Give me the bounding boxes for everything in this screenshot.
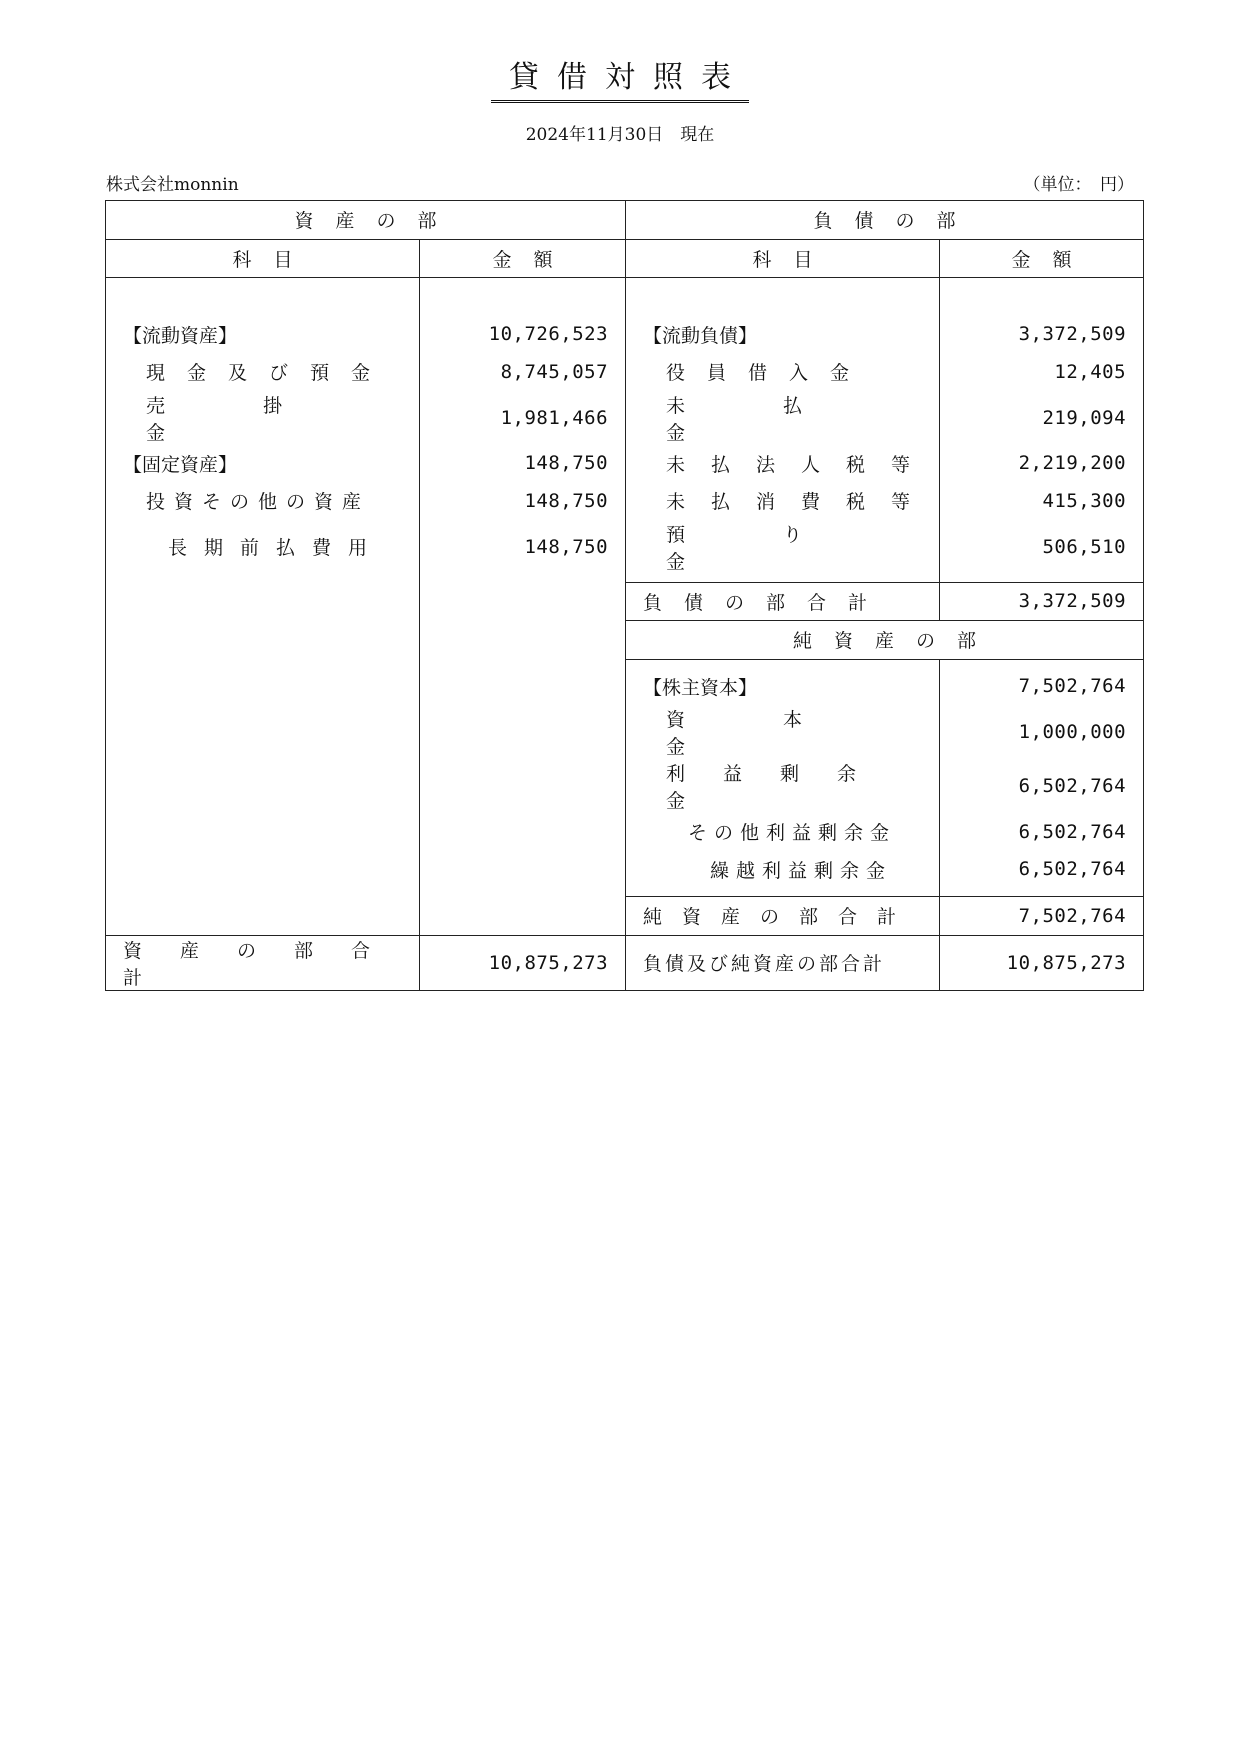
equity-value: 7,502,764 [940,668,1144,706]
consumption-tax-label: 未払消費税等 [626,482,940,520]
other-retained-label: その他利益剰余金 [626,813,940,851]
carried-forward-value: 6,502,764 [940,851,1144,889]
consumption-tax-value: 415,300 [940,482,1144,520]
retained-earnings-label: 利益剰余金 [626,759,940,813]
prepaid-value: 148,750 [420,520,626,574]
liabilities-total-label: 負債の部合計 [626,582,940,621]
net-assets-total-label: 純資産の部合計 [626,897,940,936]
liabilities-section-header: 負債の部 [626,201,1144,240]
cash-value: 8,745,057 [420,353,626,391]
payable-label: 未払金 [626,391,940,445]
current-assets-value: 10,726,523 [420,316,626,354]
net-assets-section-header: 純資産の部 [626,621,1144,660]
liabilities-subject-header: 科目 [626,239,940,278]
other-retained-value: 6,502,764 [940,813,1144,851]
investments-value: 148,750 [420,482,626,520]
corporate-tax-label: 未払法人税等 [626,445,940,483]
balance-sheet-table [105,200,1144,991]
current-assets-label: 【流動資産】 [106,316,420,354]
company-name: 株式会社monnin [106,175,239,195]
capital-label: 資本金 [626,705,940,759]
capital-value: 1,000,000 [940,705,1144,759]
cash-label: 現金及び預金 [106,353,420,391]
liabilities-amount-header: 金額 [940,239,1144,278]
equity-label: 【株主資本】 [626,668,940,706]
officer-loan-label: 役員借入金 [626,353,940,391]
liabilities-total-value: 3,372,509 [940,582,1144,621]
unit-label: （単位： 円） [1023,175,1134,195]
assets-total-label: 資産の部合計 [106,935,420,990]
prepaid-label: 長期前払費用 [106,520,420,574]
receivable-label: 売掛金 [106,391,420,445]
net-assets-total-value: 7,502,764 [940,897,1144,936]
assets-subject-header: 科目 [106,239,420,278]
assets-total-value: 10,875,273 [420,935,626,990]
retained-earnings-value: 6,502,764 [940,759,1144,813]
current-liabilities-label: 【流動負債】 [626,316,940,354]
grand-total-label: 負債及び純資産の部合計 [626,935,940,990]
fixed-assets-label: 【固定資産】 [106,445,420,483]
deposits-value: 506,510 [940,520,1144,574]
receivable-value: 1,981,466 [420,391,626,445]
as-of-date: 2024年11月30日 現在 [525,125,715,145]
assets-amount-header: 金額 [420,239,626,278]
current-liabilities-value: 3,372,509 [940,316,1144,354]
deposits-label: 預り金 [626,520,940,574]
grand-total-value: 10,875,273 [940,935,1144,990]
document-title: 貸借対照表 [0,58,1240,103]
carried-forward-label: 繰越利益剰余金 [626,851,940,889]
fixed-assets-value: 148,750 [420,445,626,483]
corporate-tax-value: 2,219,200 [940,445,1144,483]
officer-loan-value: 12,405 [940,353,1144,391]
payable-value: 219,094 [940,391,1144,445]
assets-section-header: 資産の部 [106,201,626,240]
investments-label: 投資その他の資産 [106,482,420,520]
